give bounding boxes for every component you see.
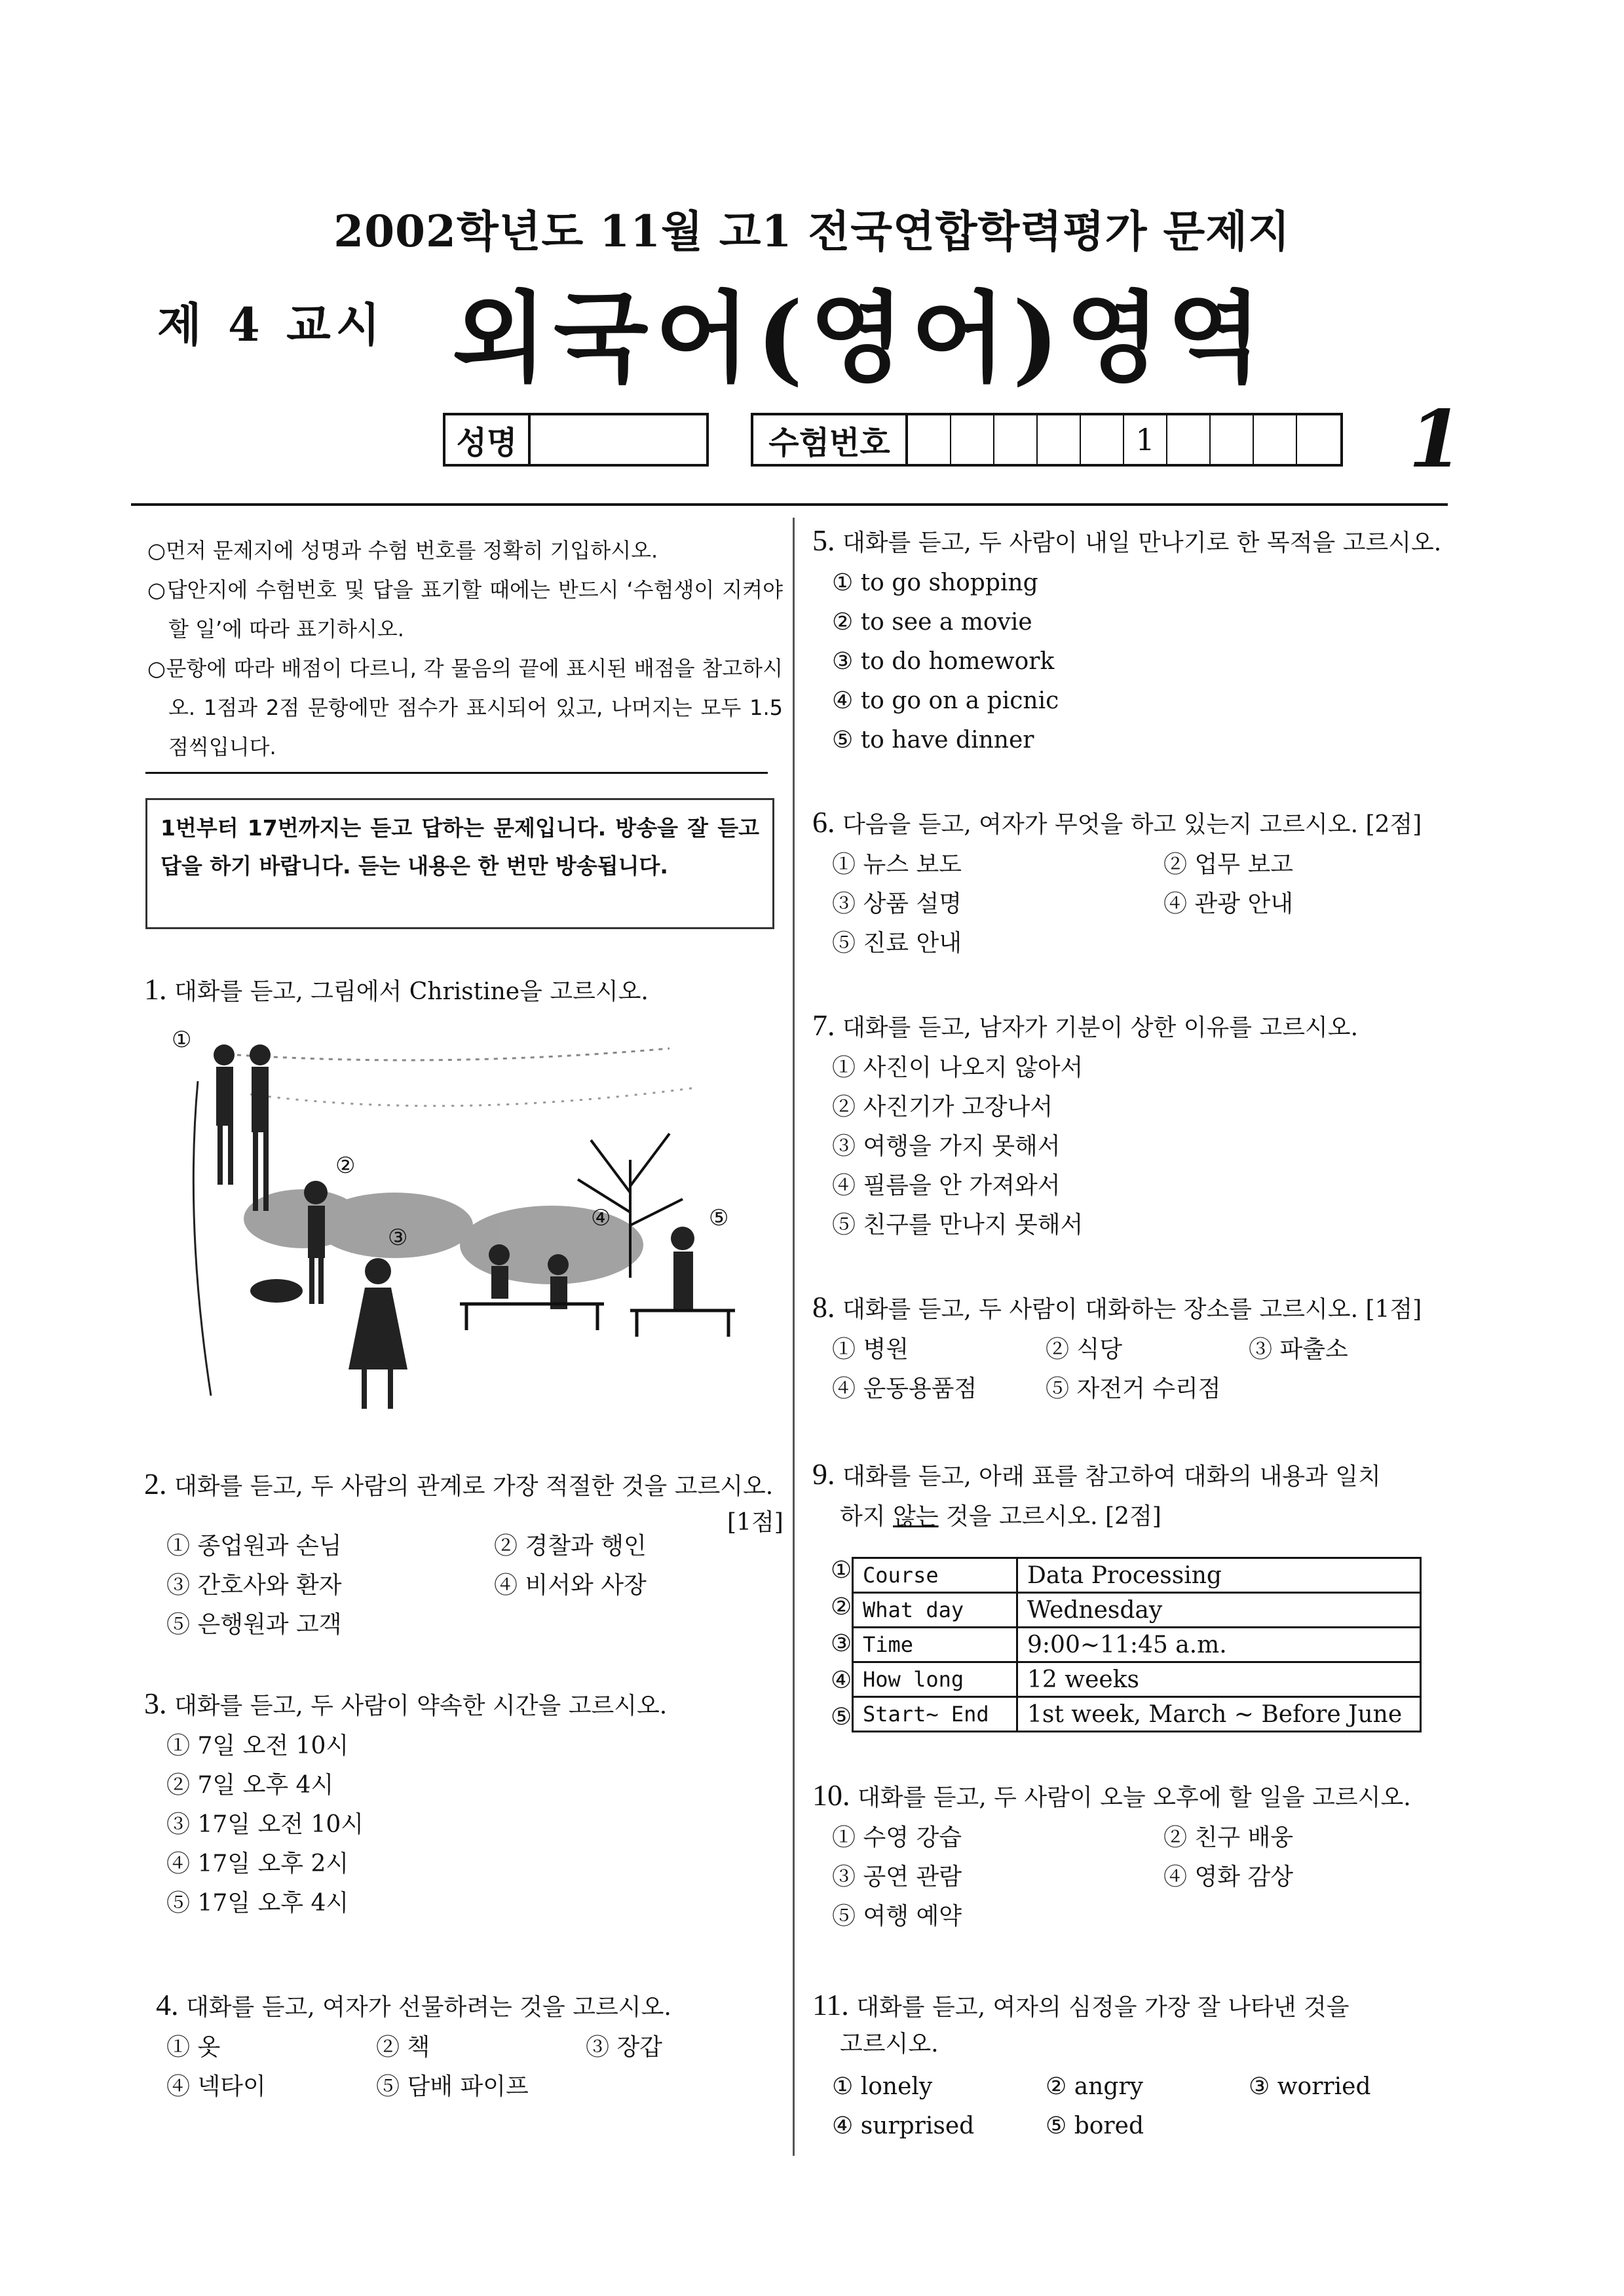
figure-label-5: ⑤ bbox=[709, 1206, 729, 1231]
table-row-number[interactable]: ④ bbox=[831, 1667, 852, 1694]
column-divider bbox=[793, 518, 795, 2156]
question-6 bbox=[812, 803, 1422, 845]
option[interactable]: ③ 공연 관람 bbox=[832, 1864, 962, 1890]
question-4 bbox=[156, 1985, 671, 2027]
path-edge bbox=[193, 1081, 211, 1396]
question-number: 3. bbox=[144, 1687, 167, 1720]
question-1 bbox=[144, 970, 649, 1012]
name-field[interactable] bbox=[531, 413, 709, 467]
table-key: Course bbox=[853, 1558, 1017, 1593]
option[interactable]: ⑤ 은행원과 고객 bbox=[166, 1611, 342, 1638]
option[interactable]: ② 업무 보고 bbox=[1163, 851, 1293, 878]
question-10 bbox=[812, 1776, 1411, 1818]
person bbox=[214, 1044, 235, 1065]
option[interactable]: ② 식당 bbox=[1046, 1336, 1122, 1363]
question-text: 대화를 듣고, 여자의 심정을 가장 잘 나타낸 것을 bbox=[856, 1994, 1350, 2021]
table-key: How long bbox=[853, 1662, 1017, 1697]
table-row bbox=[853, 1697, 1421, 1732]
question-number: 6. bbox=[812, 805, 835, 839]
table-row bbox=[853, 1662, 1421, 1697]
table-row bbox=[853, 1593, 1421, 1628]
question-number: 2. bbox=[144, 1467, 167, 1501]
exam-number-label: 수험번호 bbox=[751, 413, 908, 467]
exam-number-cell[interactable] bbox=[951, 415, 994, 464]
exam-number-cell[interactable] bbox=[1297, 415, 1340, 464]
table-value: 12 weeks bbox=[1017, 1662, 1421, 1697]
option[interactable]: ① 7일 오전 10시 bbox=[166, 1732, 349, 1759]
notice-item: ○문항에 따라 배점이 다르니, 각 물음의 끝에 표시된 배점을 참고하시오. 1점과 2점 문항에만 점수가 표시되어 있고, 나머지는 모두 1.5점씩입니다. bbox=[147, 656, 783, 759]
question-text: 대화를 듣고, 두 사람의 관계로 가장 적절한 것을 고르시오. bbox=[174, 1473, 774, 1500]
table-value: 9:00~11:45 a.m. bbox=[1017, 1628, 1421, 1662]
figure-label-1: ① bbox=[172, 1029, 192, 1052]
option[interactable]: ③ 여행을 가지 못해서 bbox=[832, 1133, 1061, 1160]
question-9-line2 bbox=[840, 1497, 1161, 1537]
exam-number-box bbox=[751, 413, 1343, 467]
option[interactable]: ⑤ 여행 예약 bbox=[832, 1903, 962, 1930]
exam-number-cell[interactable] bbox=[1081, 415, 1124, 464]
figure-label-3: ③ bbox=[388, 1226, 408, 1250]
option[interactable]: ④ 영화 감상 bbox=[1163, 1864, 1293, 1890]
option[interactable]: ① lonely bbox=[832, 2073, 933, 2100]
option[interactable]: ① 옷 bbox=[166, 2034, 221, 2061]
table-row-number[interactable]: ⑤ bbox=[831, 1704, 852, 1731]
question-number: 11. bbox=[812, 1988, 849, 2021]
question-number: 9. bbox=[812, 1457, 835, 1491]
name-box bbox=[443, 413, 709, 467]
option[interactable]: ① to go shopping bbox=[832, 569, 1038, 596]
page-number: 1 bbox=[1408, 393, 1463, 486]
table-row-number[interactable]: ② bbox=[831, 1594, 852, 1620]
option[interactable]: ① 사진이 나오지 않아서 bbox=[832, 1054, 1084, 1081]
header-rule bbox=[131, 503, 1448, 506]
name-label: 성명 bbox=[443, 413, 531, 467]
notice-rule bbox=[145, 772, 768, 774]
question-11 bbox=[812, 1985, 1350, 2027]
option[interactable]: ③ 간호사와 환자 bbox=[166, 1572, 342, 1599]
option[interactable]: ② 경찰과 행인 bbox=[494, 1533, 647, 1559]
dog bbox=[250, 1279, 303, 1303]
question-number: 10. bbox=[812, 1778, 850, 1812]
option[interactable]: ② angry bbox=[1046, 2073, 1143, 2100]
notice-block bbox=[147, 531, 783, 767]
course-info-table bbox=[852, 1557, 1422, 1732]
table-row-number[interactable]: ① bbox=[831, 1557, 852, 1584]
exam-number-cell[interactable] bbox=[1167, 415, 1211, 464]
question-7 bbox=[812, 1006, 1358, 1048]
option[interactable]: ⑤ 친구를 만나지 못해서 bbox=[832, 1212, 1084, 1238]
question-text: 대화를 듣고, 아래 표를 참고하여 대화의 내용과 일치 bbox=[842, 1463, 1381, 1490]
person bbox=[548, 1254, 569, 1275]
exam-number-cells[interactable] bbox=[908, 413, 1343, 467]
option[interactable]: ③ 17일 오전 10시 bbox=[166, 1811, 364, 1838]
table-value: 1st week, March ~ Before June bbox=[1017, 1697, 1421, 1732]
question-number: 8. bbox=[812, 1290, 835, 1324]
question-number: 7. bbox=[812, 1008, 835, 1042]
exam-number-cell[interactable] bbox=[1254, 415, 1297, 464]
question-text: 대화를 듣고, 두 사람이 대화하는 장소를 고르시오. [1점] bbox=[842, 1296, 1422, 1323]
option[interactable]: ② 친구 배웅 bbox=[1163, 1824, 1293, 1851]
exam-subtitle: 2002학년도 11월 고1 전국연합학력평가 문제지 bbox=[333, 206, 1291, 257]
exam-number-cell[interactable] bbox=[1038, 415, 1081, 464]
option[interactable]: ⑤ 담배 파이프 bbox=[376, 2073, 529, 2100]
question-text: 것을 고르시오. [2점] bbox=[938, 1503, 1161, 1530]
question-number: 1. bbox=[144, 972, 167, 1006]
question-5 bbox=[812, 521, 1441, 563]
figure-label-4: ④ bbox=[591, 1206, 611, 1231]
option[interactable]: ④ 17일 오후 2시 bbox=[166, 1850, 349, 1877]
question-8 bbox=[812, 1288, 1422, 1330]
notice-item: ○답안지에 수험번호 및 답을 표기할 때에는 반드시 ‘수험생이 지켜야 할 일’에 따라 표기하시오. bbox=[147, 577, 783, 641]
table-row bbox=[853, 1558, 1421, 1593]
points-label: [1점] bbox=[727, 1509, 784, 1536]
table-key: Time bbox=[853, 1628, 1017, 1662]
period-label: 제 4 교시 bbox=[157, 297, 386, 352]
question-9 bbox=[812, 1455, 1381, 1497]
option[interactable]: ③ worried bbox=[1249, 2073, 1371, 2100]
question-text: 대화를 듣고, 여자가 선물하려는 것을 고르시오. bbox=[185, 1994, 671, 2021]
option[interactable]: ⑤ 자전거 수리점 bbox=[1046, 1375, 1221, 1402]
option[interactable]: ① 수영 강습 bbox=[832, 1824, 962, 1851]
option[interactable]: ① 병원 bbox=[832, 1336, 909, 1363]
question-text: 대화를 듣고, 두 사람이 약속한 시간을 고르시오. bbox=[174, 1693, 668, 1719]
person bbox=[671, 1227, 694, 1250]
option[interactable]: ③ 장갑 bbox=[586, 2034, 662, 2061]
figure-label-2: ② bbox=[335, 1154, 356, 1178]
subject-title: 외국어(영어)영역 bbox=[452, 280, 1269, 396]
person bbox=[489, 1244, 510, 1265]
table-row bbox=[853, 1628, 1421, 1662]
option[interactable]: ④ surprised bbox=[832, 2113, 975, 2139]
question-text: 하지 bbox=[840, 1503, 893, 1530]
table-key: Start~ End bbox=[853, 1697, 1017, 1732]
question-3 bbox=[144, 1684, 667, 1726]
option[interactable]: ② 사진기가 고장나서 bbox=[832, 1094, 1053, 1120]
notice-item: ○먼저 문제지에 성명과 수험 번호를 정확히 기입하시오. bbox=[147, 538, 658, 563]
option[interactable]: ④ 운동용품점 bbox=[832, 1375, 977, 1402]
question-text: 대화를 듣고, 남자가 기분이 상한 이유를 고르시오. bbox=[842, 1014, 1359, 1041]
question-number: 4. bbox=[156, 1988, 179, 2021]
underlined-word: 않는 bbox=[893, 1503, 939, 1530]
option[interactable]: ④ 관광 안내 bbox=[1163, 890, 1293, 917]
option[interactable]: ④ 넥타이 bbox=[166, 2073, 266, 2100]
table-row-number[interactable]: ③ bbox=[831, 1630, 852, 1657]
table-value: Wednesday bbox=[1017, 1593, 1421, 1628]
question-text: 대화를 듣고, 두 사람이 오늘 오후에 할 일을 고르시오. bbox=[857, 1784, 1411, 1811]
table-value: Data Processing bbox=[1017, 1558, 1421, 1593]
option[interactable]: ④ 필름을 안 가져와서 bbox=[832, 1172, 1061, 1199]
exam-number-cell[interactable] bbox=[994, 415, 1038, 464]
option[interactable]: ⑤ 17일 오후 4시 bbox=[166, 1890, 349, 1917]
exam-number-cell[interactable] bbox=[1211, 415, 1254, 464]
option[interactable]: ③ 상품 설명 bbox=[832, 890, 962, 917]
option[interactable]: ③ 파출소 bbox=[1249, 1336, 1348, 1363]
question-text: 대화를 듣고, 두 사람이 내일 만나기로 한 목적을 고르시오. bbox=[842, 529, 1442, 556]
question-2 bbox=[144, 1464, 773, 1506]
option[interactable]: ④ 비서와 사장 bbox=[494, 1572, 647, 1599]
listening-notice-box: 1번부터 17번까지는 듣고 답하는 문제입니다. 방송을 잘 듣고 답을 하기 바랍니다. 듣는 내용은 한 번만 방송됩니다. bbox=[145, 798, 774, 929]
park-illustration bbox=[172, 1029, 761, 1422]
option[interactable]: ① 종업원과 손님 bbox=[166, 1533, 342, 1559]
option[interactable]: ② 7일 오후 4시 bbox=[166, 1772, 334, 1799]
table-key: What day bbox=[853, 1593, 1017, 1628]
person bbox=[304, 1181, 328, 1204]
question-text: 다음을 듣고, 여자가 무엇을 하고 있는지 고르시오. [2점] bbox=[842, 811, 1422, 838]
option[interactable]: ③ to do homework bbox=[832, 648, 1055, 675]
question-text: 대화를 듣고, 그림에서 Christine을 고르시오. bbox=[174, 978, 649, 1005]
exam-number-cell[interactable] bbox=[908, 415, 951, 464]
exam-number-cell[interactable]: 1 bbox=[1124, 415, 1167, 464]
option[interactable]: ② to see a movie bbox=[832, 609, 1032, 636]
option[interactable]: ⑤ to have dinner bbox=[832, 727, 1034, 754]
person bbox=[365, 1258, 391, 1284]
question-number: 5. bbox=[812, 524, 835, 557]
option[interactable]: ② 책 bbox=[376, 2034, 430, 2061]
option[interactable]: ① 뉴스 보도 bbox=[832, 851, 962, 878]
option[interactable]: ⑤ 진료 안내 bbox=[832, 930, 962, 957]
option[interactable]: ⑤ bored bbox=[1046, 2113, 1144, 2139]
option[interactable]: ④ to go on a picnic bbox=[832, 687, 1059, 714]
person bbox=[250, 1044, 271, 1065]
question-11-line2: 고르시오. bbox=[840, 2031, 939, 2057]
